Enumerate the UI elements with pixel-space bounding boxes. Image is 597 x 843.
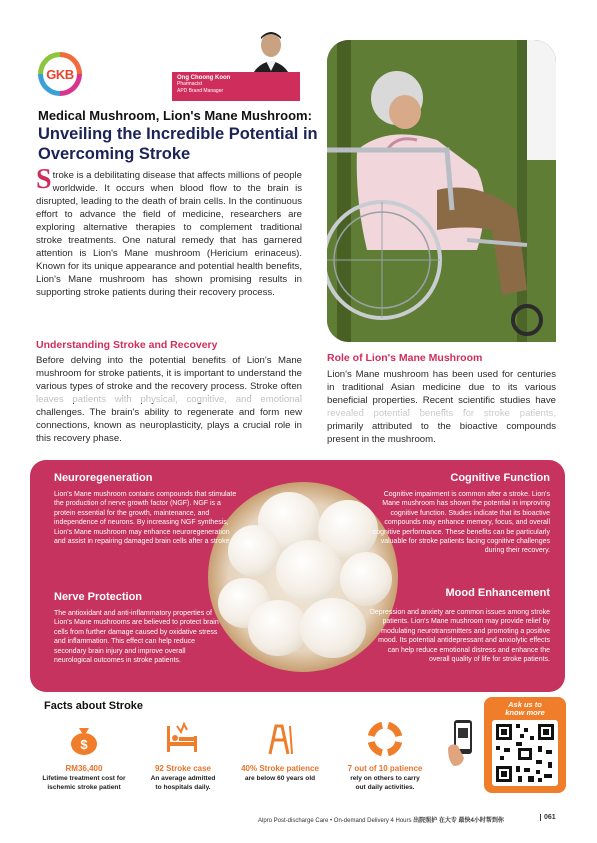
neuroregeneration-title: Neuroregeneration (54, 472, 153, 484)
footer-chinese-text: 出院照护 在大专 最快4小时帮到你 (413, 818, 504, 824)
phone-hand-icon (446, 718, 476, 768)
mood-enhancement-text: Depression and anxiety are common issues among stroke patients. Lion's Mane mushroom may provide relief by modulating neurotransmitters and promoting a positive mood. Its potential antidepressant and anxiolytic effects can help reduce emotional distress and enhance the overall quality of life for stroke patients. (369, 609, 550, 664)
fact-value: 92 Stroke case (154, 764, 212, 773)
text-fade-overlay-2 (327, 410, 556, 418)
section-heading-stroke-recovery: Understanding Stroke and Recovery (36, 339, 218, 351)
gkb-logo (38, 52, 82, 96)
fact-desc-line: to hospitals daily. (155, 783, 211, 791)
page-footer (258, 815, 504, 824)
fact-description (133, 775, 233, 792)
footer-text: Alpro Post-discharge Care • On-demand Delivery 4 Hours (258, 818, 412, 824)
nerve-protection-title: Nerve Protection (54, 591, 143, 603)
fact-description (34, 775, 134, 792)
fact-desc-line: Lifetime treatment cost for (42, 775, 126, 782)
mushroom-image (300, 598, 366, 658)
nerve-protection-text: The antioxidant and anti-inflammatory properties of Lion's Mane mushrooms are believed to protect brain cells from further damage caused by oxidative stress and inflammation. This effect can help reduce secondary brain injury and improve overall neurological outcomes in stroke patients. (54, 610, 219, 665)
mood-enhancement-title: Mood Enhancement (445, 587, 550, 599)
page-number: 061 (540, 814, 556, 821)
drop-cap: S (36, 164, 52, 195)
lifebuoy-icon (368, 722, 402, 756)
intro-paragraph (36, 164, 302, 299)
fact-desc-line: out daily activities. (355, 783, 415, 791)
walker-icon (262, 722, 296, 756)
qr-code-graphic (492, 720, 558, 786)
facts-title: Facts about Stroke (44, 700, 144, 712)
cognitive-function-title: Cognitive Function (450, 472, 550, 484)
hospital-bed-icon (165, 722, 199, 756)
svg-text:$: $ (80, 737, 88, 752)
fact-description (335, 775, 435, 792)
mushroom-image (248, 600, 308, 656)
fact-value: RM36,400 (65, 764, 103, 773)
mushroom-image (340, 552, 392, 606)
fact-description (230, 775, 330, 784)
section-stroke-recovery-text: Before delving into the potential benefits of Lion's Mane mushroom for stroke patients, it is important to understand the various types of stroke and the recovery process. Stroke often challenges. The brain's ability to regenerate and form new connections, known as neuroplasticity, plays a crucial role in this recovery phase. (36, 355, 302, 444)
author-role-2: APD Brand Manager (177, 88, 224, 94)
qr-label (484, 701, 566, 717)
fact-value: 7 out of 10 patience (347, 764, 423, 773)
fact-desc-line: are below 60 years old (244, 775, 316, 782)
author-role: Pharmacist (177, 81, 203, 87)
text-fade-overlay (36, 396, 302, 403)
neuroregeneration-text: Lion's Mane mushroom contains compounds that stimulate the production of nerve growth factor (NGF). NGF is a protein essential for the growth, maintenance, and independence of neurons. By increasing NGF synthesis, Lion's Mane mushroom may enhance neuroregeneration and assist in repairing damaged brain cells after a stroke. (54, 491, 237, 546)
qr-code[interactable] (492, 720, 558, 786)
author-name: Ong Choong Koon (177, 75, 231, 81)
fact-desc-line: An average admitted (150, 775, 216, 782)
fact-desc-line: rely on others to carry (350, 775, 420, 782)
logo-text: GKB (43, 57, 77, 91)
hero-photo (327, 40, 556, 342)
article-headline: Unveiling the Incredible Potential in Overcoming Stroke (38, 125, 318, 163)
article-kicker: Medical Mushroom, Lion's Mane Mushroom: (38, 108, 312, 123)
author-caption (172, 72, 300, 101)
qr-label-line: Ask us to (508, 700, 542, 709)
wheelchair-scene-illustration (327, 40, 556, 342)
fact-desc-line: ischemic stroke patient (47, 783, 121, 791)
intro-text: troke is a debilitating disease that affects millions of people worldwide. It occurs when blood flow to the brain is disrupted, leading to the death of brain cells. In the continuous effort to advance the field of medicine, researchers are exploring alternative therapies to complement traditional stroke treatments. One natural remedy that has garnered attention is Lion's Mane mushroom (Hericium erinaceus). Known for its unique appearance and potential health benefits, Lion's Mane mushroom has shown promising results in supporting stroke patients during their recovery process. (36, 170, 302, 298)
money-bag-icon (67, 722, 101, 756)
section-heading-lions-mane-role: Role of Lion's Mane Mushroom (327, 352, 483, 364)
cognitive-function-text: Cognitive impairment is common after a stroke. Lion's Mane mushroom has shown the potential in improving cognitive function. Studies indicate that its bioactive compounds may enhance memory, focus, and overall cognitive performance. These benefits can be particularly valuable for stroke patients facing cognitive challenges during their recovery. (372, 491, 550, 555)
fact-value: 40% Stroke patience (241, 764, 319, 773)
section-lions-mane-role-text: Lion's Mane mushroom has been used for centuries in traditional Asian medicine due to its various beneficial properties. Recent scientific studies have primarily attributed to the bioactive compounds present in the mushroom. (327, 369, 556, 445)
mushroom-image (276, 540, 342, 602)
qr-label-line: know more (505, 708, 545, 717)
